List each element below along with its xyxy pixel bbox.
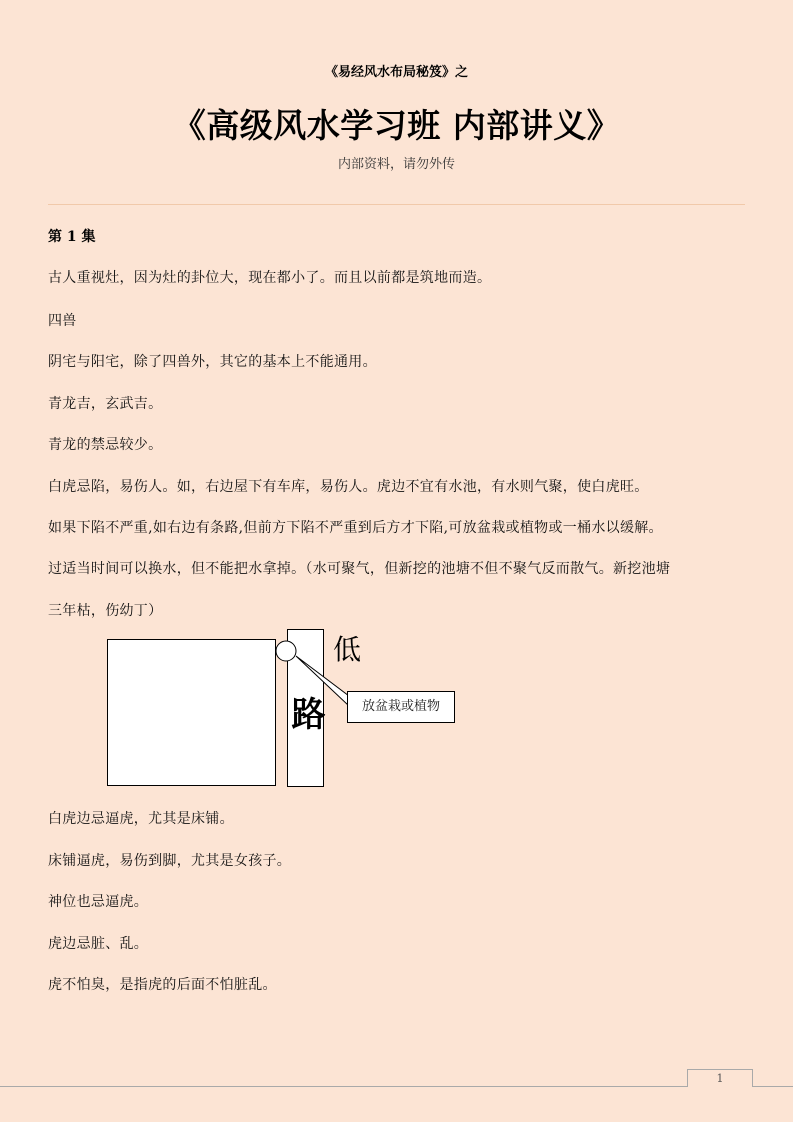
paragraph: 阴宅与阳宅，除了四兽外，其它的基本上不能通用。 [48,354,377,370]
paragraph: 青龙吉，玄武吉。 [48,396,163,412]
paragraph: 青龙的禁忌较少。 [48,437,163,453]
callout-box: 放盆栽或植物 [347,691,455,723]
road-label: 路 [285,696,325,730]
paragraph: 神位也忌逼虎。 [48,894,149,910]
callout-wedge [296,656,349,706]
episode-heading: 第 1 集 [48,229,96,245]
page-number: 1 [687,1069,753,1087]
document-title: 《高级风水学习班 内部讲义》 [172,106,621,145]
paragraph: 过适当时间可以换水，但不能把水拿掉。（水可聚气，但新挖的池塘不但不聚气反而散气。新挖池塘 [48,561,671,577]
document-subtitle: 内部资料，请勿外传 [337,157,455,172]
paragraph: 床铺逼虎，易伤到脚，尤其是女孩子。 [48,853,292,869]
paragraph: 古人重视灶，因为灶的卦位大，现在都小了。而且以前都是筑地而造。 [48,270,492,286]
layout-diagram [100,626,480,796]
paragraph: 虎不怕臭，是指虎的后面不怕脏乱。 [48,977,277,993]
paragraph: 白虎边忌逼虎，尤其是床铺。 [48,811,234,827]
paragraph: 四兽 [48,313,77,329]
low-label: 低 [333,633,362,666]
paragraph: 虎边忌脏、乱。 [48,936,149,952]
header-divider [48,204,745,205]
footer-divider [0,1086,793,1087]
series-title: 《易经风水布局秘笈》之 [324,65,468,80]
paragraph: 三年枯，伤幼丁） [48,603,163,619]
paragraph: 白虎忌陷，易伤人。如，右边屋下有车库，易伤人。虎边不宜有水池，有水则气聚，使白虎旺。 [48,479,649,495]
marker-circle [276,641,296,661]
paragraph: 如果下陷不严重,如右边有条路,但前方下陷不严重到后方才下陷,可放盆栽或植物或一桶水以缓解。 [48,520,663,536]
